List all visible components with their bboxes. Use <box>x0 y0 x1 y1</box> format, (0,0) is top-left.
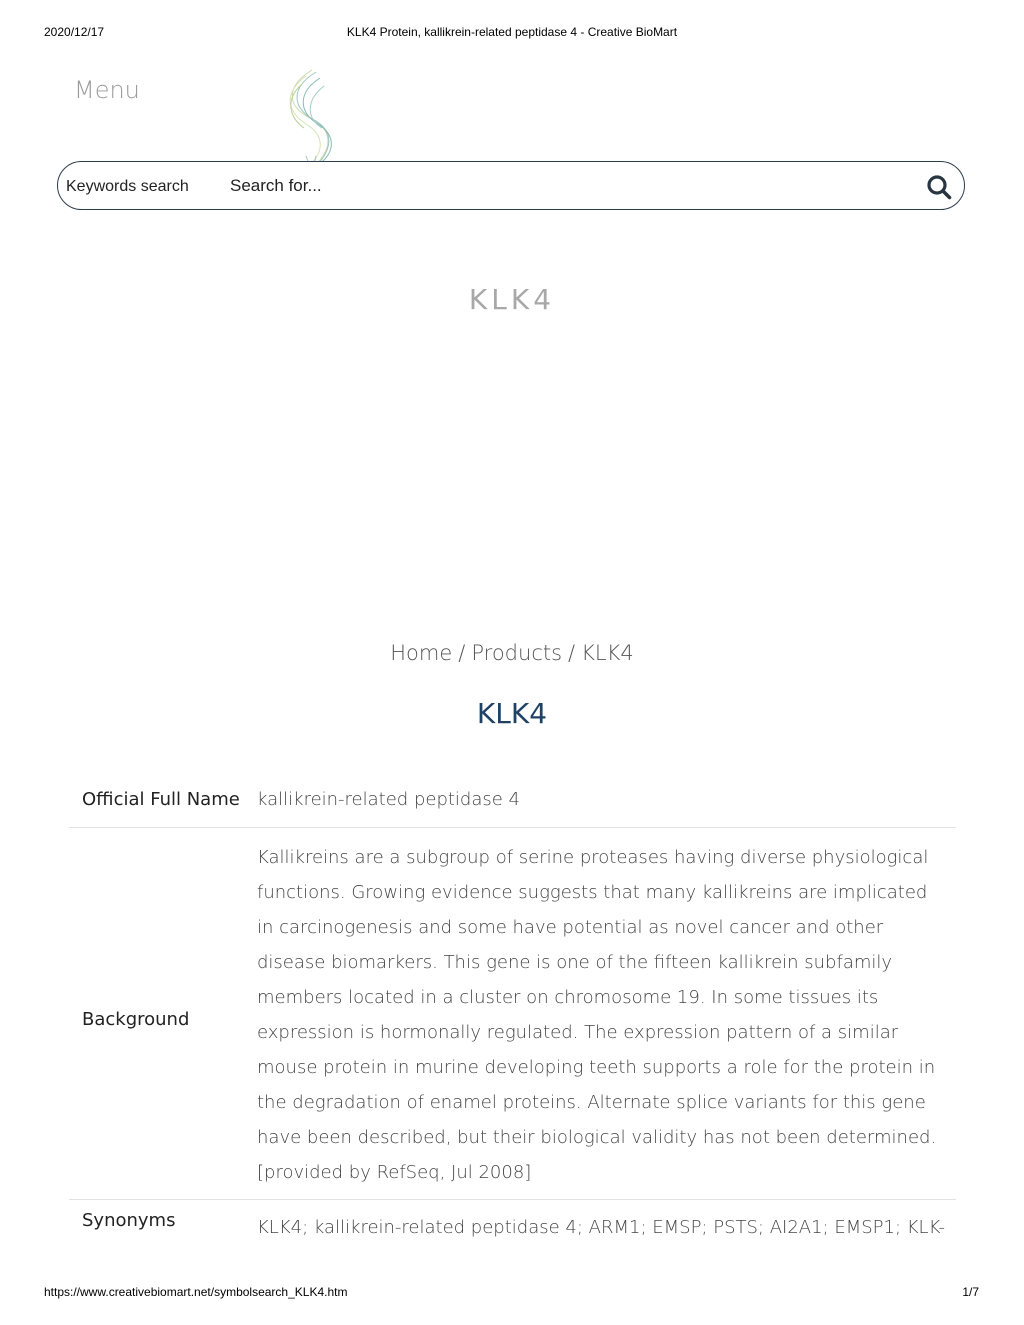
print-date: 2020/12/17 <box>44 25 105 39</box>
dna-helix-logo-icon[interactable] <box>276 66 348 174</box>
print-footer-url: https://www.creativebiomart.net/symbolsearch_KLK4.htm <box>44 1285 348 1299</box>
hero-title: KLK4 <box>468 283 556 316</box>
breadcrumb <box>0 641 1024 665</box>
table-row-official-full-name <box>69 772 956 828</box>
breadcrumb-separator: / <box>458 641 466 665</box>
table-row-background <box>69 828 956 1200</box>
page-title: KLK4 <box>476 697 548 730</box>
search-input[interactable] <box>230 172 910 200</box>
search-icon[interactable] <box>926 174 952 200</box>
breadcrumb-products[interactable]: Products <box>471 641 563 665</box>
synonyms-value: KLK4; kallikrein-related peptidase 4; ARM1; EMSP; PSTS; AI2A1; EMSP1; KLK- <box>257 1217 945 1238</box>
print-page-title: KLK4 Protein, kallikrein-related peptidase 4 - Creative BioMart <box>346 25 678 39</box>
menu-button[interactable]: Menu <box>74 76 140 104</box>
breadcrumb-home[interactable]: Home <box>390 641 453 665</box>
table-row-synonyms <box>69 1200 956 1260</box>
official-full-name-value: kallikrein-related peptidase 4 <box>257 789 521 810</box>
official-full-name-label: Official Full Name <box>82 789 240 810</box>
print-page-number: 1/7 <box>962 1285 979 1299</box>
background-value: Kallikreins are a subgroup of serine proteases having diverse physiological functions. Growing evidence suggests that many kallikreins are implicated in carcinogenesis and some have potential as novel cancer and other disease biomarkers. This gene is one of the fifteen kallikrein subfamily members located in a cluster on chromosome 19. In some tissues its expression is hormonally regulated. The expression pattern of a similar mouse protein in murine developing teeth supports a role for the protein in the degradation of enamel proteins. Alternate splice variants for this gene have been described, but their biological validity has not been determined. [provided by RefSeq, Jul 2008] <box>257 847 937 1183</box>
search-bar <box>57 161 965 210</box>
search-label: Keywords search <box>66 178 189 195</box>
info-table <box>69 772 956 1260</box>
breadcrumb-current: KLK4 <box>581 641 634 665</box>
synonyms-label: Synonyms <box>82 1210 176 1231</box>
background-label: Background <box>82 1009 190 1030</box>
breadcrumb-separator: / <box>568 641 576 665</box>
